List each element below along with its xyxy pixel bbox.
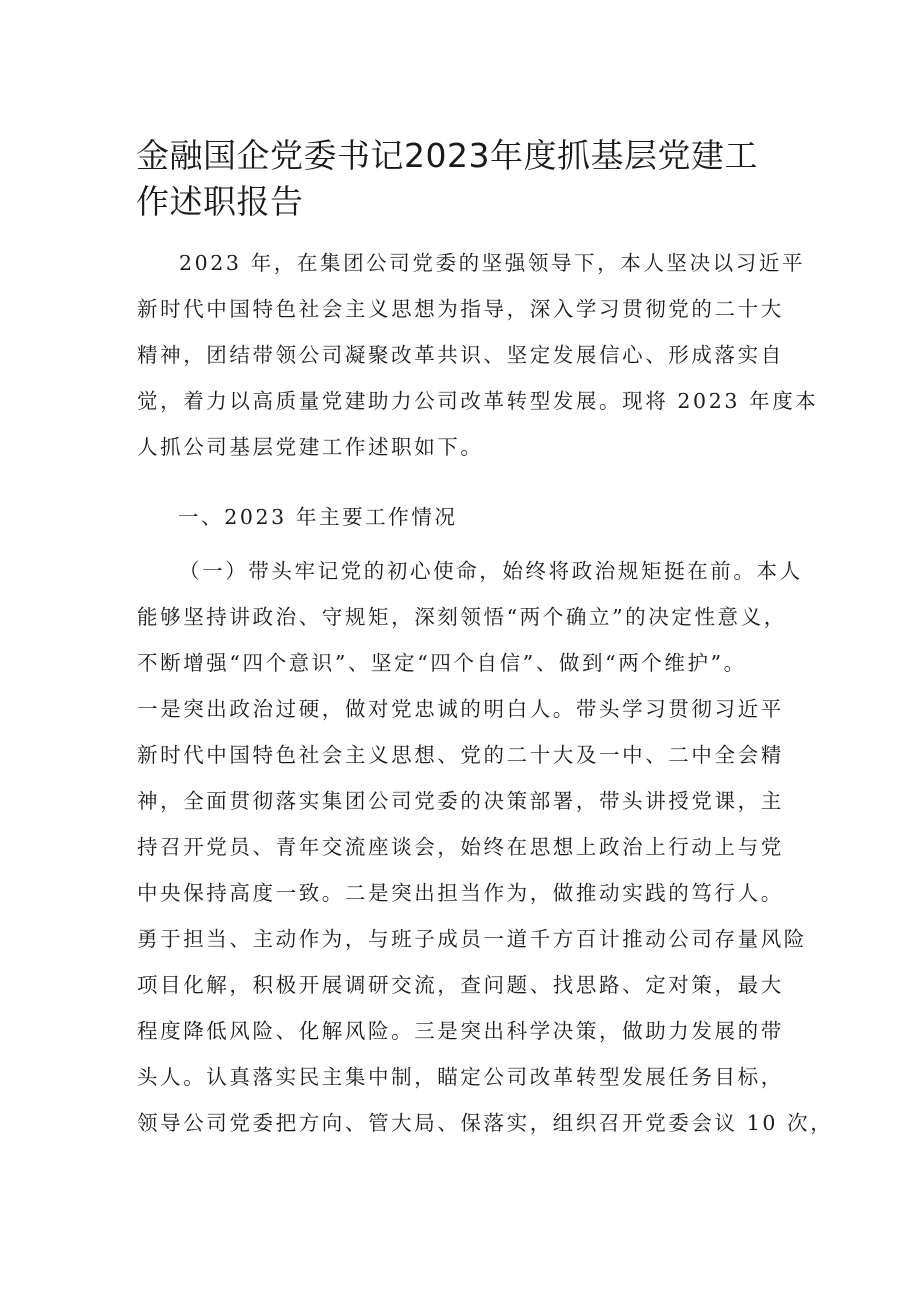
paragraph-line: 精神，团结带领公司凝聚改革共识、坚定发展信心、形成落实自 bbox=[137, 343, 784, 367]
paragraph-line: 领导公司党委把方向、管大局、保落实，组织召开党委会议 10 次， bbox=[137, 1111, 834, 1135]
paragraph-line: 2023 年，在集团公司党委的坚强领导下，本人坚决以习近平 bbox=[179, 251, 806, 275]
paragraph-line: 不断增强“四个意识”、坚定“四个自信”、做到“两个维护”。 bbox=[137, 651, 747, 675]
section1-paragraph bbox=[137, 548, 834, 1146]
paragraph-line: 勇于担当、主动作为，与班子成员一道千方百计推动公司存量风险 bbox=[137, 927, 807, 951]
document-title bbox=[136, 133, 816, 225]
section-heading: 一、2023 年主要工作情况 bbox=[178, 505, 458, 529]
paragraph-line: （一）带头牢记党的初心使命，始终将政治规矩挺在前。本人 bbox=[179, 559, 803, 583]
paragraph-line: 能够坚持讲政治、守规矩，深刻领悟“两个确立”的决定性意义， bbox=[137, 605, 787, 629]
paragraph-line: 觉，着力以高质量党建助力公司改革转型发展。现将 2023 年度本 bbox=[137, 389, 819, 413]
paragraph-line: 一是突出政治过硬，做对党忠诚的明白人。带头学习贯彻习近平 bbox=[137, 697, 784, 721]
paragraph-line: 新时代中国特色社会主义思想为指导，深入学习贯彻党的二十大 bbox=[137, 297, 784, 321]
paragraph-line: 中央保持高度一致。二是突出担当作为，做推动实践的笃行人。 bbox=[137, 881, 784, 905]
paragraph-line: 项目化解，积极开展调研交流，查问题、找思路、定对策，最大 bbox=[137, 973, 784, 997]
paragraph-line: 人抓公司基层党建工作述职如下。 bbox=[137, 435, 484, 459]
paragraph-line: 神，全面贯彻落实集团公司党委的决策部署，带头讲授党课，主 bbox=[137, 789, 784, 813]
paragraph-line: 头人。认真落实民主集中制，瞄定公司改革转型发展任务目标， bbox=[137, 1065, 784, 1089]
paragraph-line: 新时代中国特色社会主义思想、党的二十大及一中、二中全会精 bbox=[137, 743, 784, 767]
paragraph-line: 持召开党员、青年交流座谈会，始终在思想上政治上行动上与党 bbox=[137, 835, 784, 859]
paragraph-line: 程度降低风险、化解风险。三是突出科学决策，做助力发展的带 bbox=[137, 1019, 784, 1043]
title-line-1: 金融国企党委书记2023年度抓基层党建工 bbox=[136, 136, 758, 175]
intro-paragraph bbox=[137, 240, 819, 470]
title-line-2: 作述职报告 bbox=[136, 182, 304, 221]
